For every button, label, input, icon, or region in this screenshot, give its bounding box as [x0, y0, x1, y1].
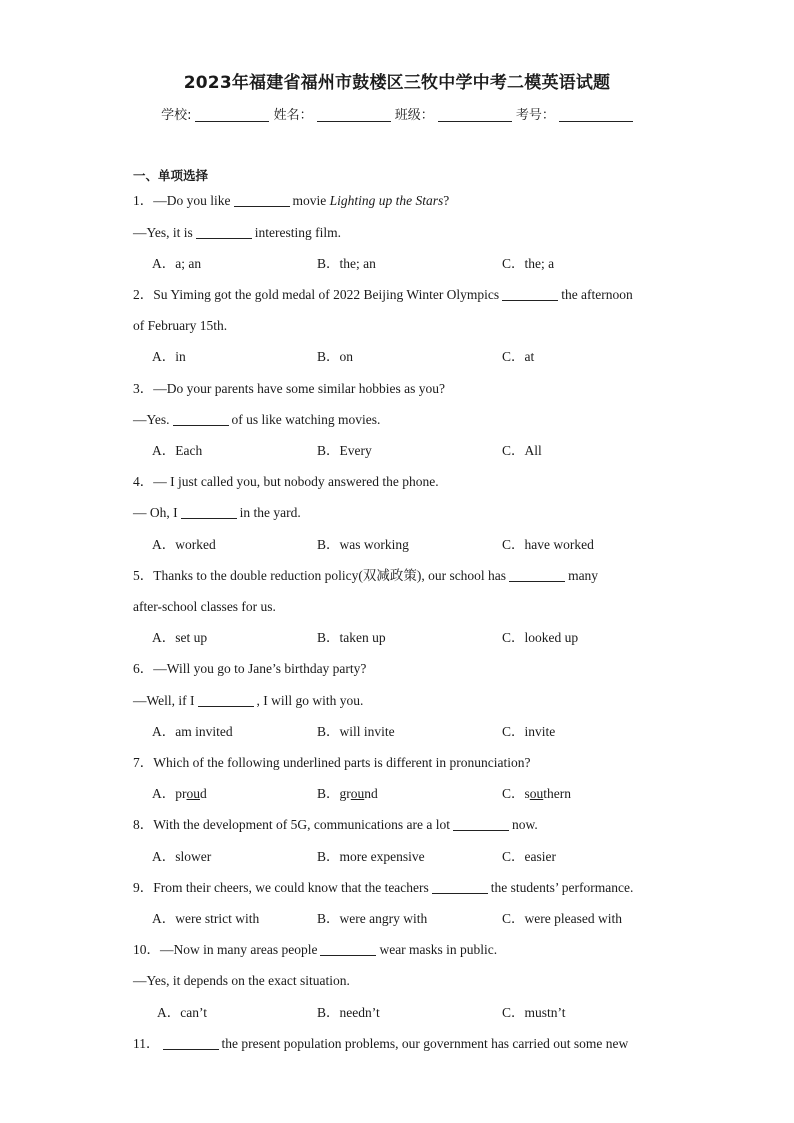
question-number: 8． — [133, 817, 154, 832]
class-blank[interactable] — [438, 107, 512, 122]
question-text: — I just called you, but nobody answered the phone. — [153, 474, 439, 489]
question-number: 3． — [133, 381, 154, 396]
question-text: movie — [292, 193, 327, 208]
option-c[interactable]: C．mustn’t — [502, 1005, 566, 1020]
question-text: —Do you like — [153, 193, 231, 208]
answer-blank — [432, 880, 488, 894]
question-number: 9． — [133, 880, 154, 895]
question-text: the present population problems, our government has carried out some new — [221, 1036, 629, 1051]
option-b[interactable]: B．was working — [317, 537, 409, 552]
number-label: 考号： — [515, 108, 555, 123]
option-b[interactable]: B．will invite — [317, 724, 395, 739]
page-title: 2023年福建省福州市鼓楼区三牧中学中考二模英语试题 — [183, 73, 611, 93]
option-a[interactable]: A．a; an — [152, 256, 202, 271]
question-number: 5． — [133, 568, 154, 583]
section-title: 一、单项选择 — [133, 168, 209, 183]
word-part: gr — [339, 786, 351, 801]
option-a[interactable]: A．Each — [152, 443, 203, 458]
name-blank[interactable] — [317, 107, 391, 122]
option-b[interactable]: B．were angry with — [317, 911, 428, 926]
question-text: From their cheers, we could know that the teachers — [153, 880, 429, 895]
option-c[interactable]: C．at — [502, 349, 535, 364]
question-text: Thanks to the double reduction policy(双减政策), our school has — [153, 568, 507, 583]
name-label: 姓名： — [273, 108, 313, 123]
option-b[interactable]: B．Every — [317, 443, 372, 458]
option-c[interactable]: C．invite — [502, 724, 556, 739]
question-text: —Will you go to Jane’s birthday party? — [153, 661, 367, 676]
student-info-row — [0, 104, 794, 123]
option-b[interactable]: B．more expensive — [317, 849, 425, 864]
question-6 — [133, 660, 366, 678]
question-number: 6． — [133, 661, 154, 676]
answer-blank — [198, 693, 254, 707]
option-label: C． — [502, 786, 525, 801]
question-2-line2: of February 15th. — [133, 318, 228, 333]
question-text: wear masks in public. — [379, 942, 498, 957]
answer-blank — [234, 193, 290, 207]
answer-blank — [181, 505, 237, 519]
question-text: —Now in many areas people — [160, 942, 318, 957]
question-6-line2 — [133, 692, 363, 710]
question-8 — [133, 816, 538, 834]
question-text: the students’ performance. — [490, 880, 634, 895]
word-part: nd — [364, 786, 378, 801]
option-b[interactable]: B．taken up — [317, 630, 386, 645]
answer-blank — [453, 817, 509, 831]
number-blank[interactable] — [559, 107, 633, 122]
option-c[interactable] — [502, 785, 571, 803]
question-number: 2． — [133, 287, 154, 302]
question-number: 10． — [133, 942, 160, 957]
option-c[interactable]: C．All — [502, 443, 542, 458]
school-blank[interactable] — [195, 107, 269, 122]
question-text: in the yard. — [239, 505, 301, 520]
option-a[interactable]: A．can’t — [157, 1005, 207, 1020]
question-7 — [133, 754, 531, 772]
answer-blank — [502, 287, 558, 301]
question-number: 1． — [133, 193, 154, 208]
question-text: of us like watching movies. — [231, 412, 381, 427]
question-2 — [133, 286, 633, 304]
question-9 — [133, 879, 633, 897]
underlined-part: ou — [350, 786, 365, 801]
question-4 — [133, 473, 439, 491]
question-number: 11． — [133, 1036, 160, 1051]
movie-title: Lighting up the Stars — [329, 193, 444, 208]
question-10-line2: —Yes, it depends on the exact situation. — [133, 973, 350, 988]
question-text: —Yes, it is — [133, 225, 193, 240]
question-text: Which of the following underlined parts is different in pronunciation? — [153, 755, 531, 770]
school-label: 学校: — [161, 108, 192, 123]
underlined-part: ou — [186, 786, 200, 801]
answer-blank — [320, 942, 376, 956]
question-text: —Yes. — [133, 412, 170, 427]
question-text: With the development of 5G, communications are a lot — [153, 817, 450, 832]
question-1 — [133, 192, 449, 210]
option-c[interactable]: C．have worked — [502, 537, 594, 552]
option-a[interactable] — [152, 785, 207, 803]
question-3-line2 — [133, 411, 380, 429]
word-part: d — [200, 786, 207, 801]
question-4-line2 — [133, 504, 301, 522]
option-c[interactable]: C．easier — [502, 849, 556, 864]
question-5 — [133, 567, 598, 585]
question-text: —Do your parents have some similar hobbies as you? — [153, 381, 445, 396]
question-number: 7． — [133, 755, 154, 770]
question-10 — [133, 941, 497, 959]
question-text: now. — [512, 817, 538, 832]
question-3 — [133, 380, 445, 398]
option-a[interactable]: A．were strict with — [152, 911, 260, 926]
option-b[interactable]: B．the; an — [317, 256, 376, 271]
question-1-line2 — [133, 224, 341, 242]
question-number: 4． — [133, 474, 154, 489]
word-part: thern — [543, 786, 572, 801]
question-text: , I will go with you. — [256, 693, 364, 708]
option-label: A． — [152, 786, 176, 801]
answer-blank — [196, 225, 252, 239]
option-a[interactable]: A．slower — [152, 849, 212, 864]
question-text: interesting film. — [254, 225, 342, 240]
question-text: ? — [443, 193, 450, 208]
class-label: 班级： — [394, 108, 434, 123]
option-a[interactable]: A．worked — [152, 537, 216, 552]
word-part: s — [524, 786, 530, 801]
question-text: —Well, if I — [133, 693, 195, 708]
question-5-line2: after-school classes for us. — [133, 599, 276, 614]
option-a[interactable]: A．am invited — [152, 724, 233, 739]
option-a[interactable]: A．set up — [152, 630, 208, 645]
option-b[interactable] — [317, 785, 378, 803]
underlined-part: ou — [529, 786, 544, 801]
option-c[interactable]: C．looked up — [502, 630, 579, 645]
answer-blank — [173, 412, 229, 426]
option-c[interactable]: C．were pleased with — [502, 911, 622, 926]
option-c[interactable]: C．the; a — [502, 256, 555, 271]
question-text: — Oh, I — [133, 505, 178, 520]
word-part: pr — [175, 786, 187, 801]
question-text: Su Yiming got the gold medal of 2022 Beijing Winter Olympics — [153, 287, 500, 302]
question-text: many — [568, 568, 599, 583]
answer-blank — [509, 568, 565, 582]
option-b[interactable]: B．needn’t — [317, 1005, 380, 1020]
option-label: B． — [317, 786, 340, 801]
option-a[interactable]: A．in — [152, 349, 186, 364]
question-11 — [133, 1035, 628, 1053]
option-b[interactable]: B．on — [317, 349, 354, 364]
question-text: the afternoon — [561, 287, 633, 302]
answer-blank — [163, 1036, 219, 1050]
